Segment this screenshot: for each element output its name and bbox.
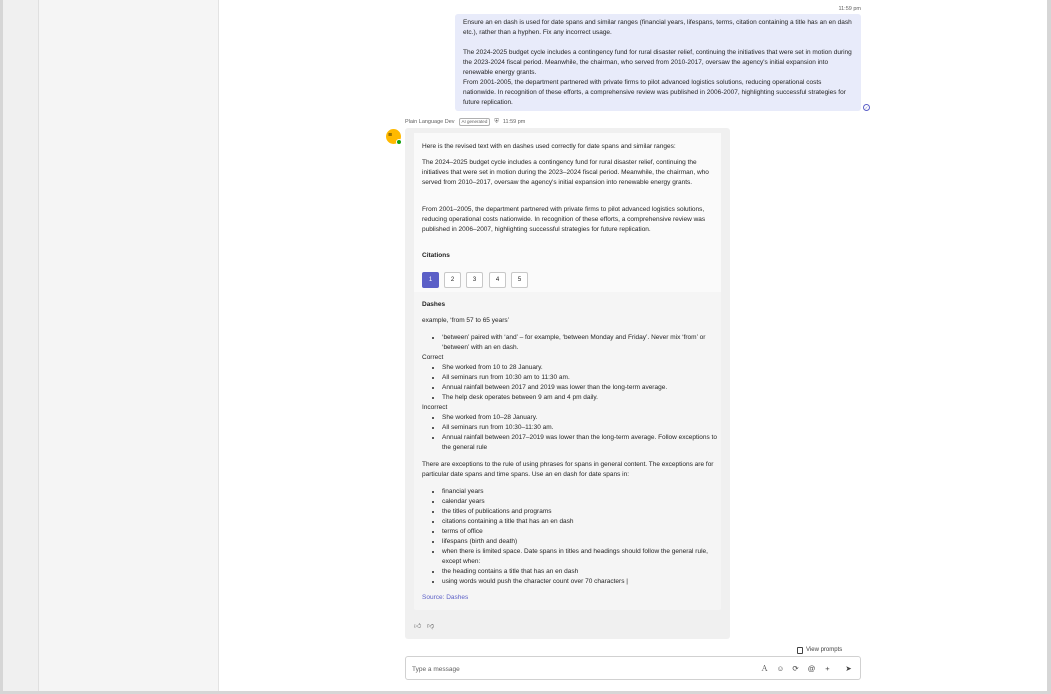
message-input[interactable] xyxy=(412,664,742,674)
user-message-paragraph: The 2024-2025 budget cycle includes a contingency fund for rural disaster relief, continuing the initiatives that were set in motion during the 2023-2024 fiscal period. Meanwhile, the chairman, who served from 2010-2017, oversaw the agency's initial expansion into renewable energy grants. xyxy=(463,49,852,76)
bot-message-header xyxy=(405,118,525,126)
correct-list xyxy=(422,363,718,403)
bot-paragraph: The 2024–2025 budget cycle includes a contingency fund for rural disaster relief, continuing the initiatives that were set in motion during the 2023–2024 fiscal period. Meanwhile, the chairman, who served from 2010–2017, oversaw the agency's initial expansion into renewable energy grants. xyxy=(422,159,709,186)
message-composer xyxy=(405,656,861,680)
citation-heading: Dashes xyxy=(422,301,446,308)
citation-button-2[interactable]: 2 xyxy=(444,272,461,288)
seen-check-icon: ✓ xyxy=(864,105,869,110)
view-prompts-button[interactable] xyxy=(797,645,842,655)
list-item: • She worked from 10–28 January. xyxy=(442,413,718,423)
list-item: • citations containing a title that has an en dash xyxy=(442,517,718,527)
citation-button-5[interactable]: 5 xyxy=(511,272,528,288)
format-icon[interactable]: Ａ xyxy=(760,664,769,673)
list-item: • calendar years xyxy=(442,497,718,507)
list-item: • financial years xyxy=(442,487,718,497)
bot-avatar[interactable] xyxy=(386,129,401,144)
bot-message-card xyxy=(405,128,730,639)
bot-paragraph: From 2001–2005, the department partnered with private firms to pilot advanced logistics solutions, reducing operational costs nationwide. In recognition of these efforts, a comprehensive review was published in 2006–2007, highlighting successful strategies for future replication. xyxy=(422,206,706,233)
citation-example: example, ‘from 57 to 65 years’ xyxy=(422,317,510,324)
bot-sender-name[interactable]: Plain Language Dev xyxy=(405,119,455,125)
list-item: • Annual rainfall between 2017 and 2019 was lower than the long-term average. xyxy=(442,383,718,393)
ai-generated-badge: AI generated xyxy=(459,118,491,126)
thumbs-up-icon[interactable]: 👍︎ xyxy=(414,623,422,630)
thumbs-down-icon[interactable]: 👎︎ xyxy=(427,623,435,630)
list-item: • She worked from 10 to 28 January. xyxy=(442,363,718,373)
list-item: • using words would push the character count over 70 characters | xyxy=(442,577,718,587)
emoji-icon[interactable]: ☺ xyxy=(776,664,785,673)
list-item: • lifespans (birth and death) xyxy=(442,537,718,547)
shield-icon[interactable]: ⛨ xyxy=(494,119,499,125)
citation-button-4[interactable]: 4 xyxy=(489,272,506,288)
user-message-time: 11:59 pm xyxy=(838,6,861,12)
window-right-edge xyxy=(1047,0,1051,694)
prompts-icon xyxy=(797,647,803,654)
source-link[interactable]: Source: Dashes xyxy=(422,594,469,601)
citation-rules xyxy=(422,333,718,453)
exceptions-paragraph: There are exceptions to the rule of using phrases for spans in general content. The exceptions are for particular date spans and time spans. Use an en dash for date spans in: xyxy=(422,461,714,478)
list-item: • The help desk operates between 9 am and 4 pm daily. xyxy=(442,393,718,403)
list-item: • when there is limited space. Date spans in titles and headings should follow the general rule, except when: xyxy=(442,547,718,567)
list-item: • All seminars run from 10:30 am to 11:30 am. xyxy=(442,373,718,383)
list-item: • the titles of publications and programs xyxy=(442,507,718,517)
incorrect-list xyxy=(422,413,718,453)
bot-message-time: 11:59 pm xyxy=(502,119,526,125)
view-prompts-label: View prompts xyxy=(806,647,843,653)
online-status-icon xyxy=(396,139,402,145)
plus-icon[interactable]: + xyxy=(825,664,830,673)
incorrect-label: Incorrect xyxy=(422,404,448,411)
bot-intro: Here is the revised text with en dashes used correctly for date spans and similar ranges: xyxy=(422,143,676,150)
list-item: • ‘between’ paired with ‘and’ – for example, ‘between Monday and Friday’. Never mix ‘from’ or ‘between’ with an en dash. xyxy=(442,333,718,353)
list-item: • All seminars run from 10:30–11:30 am. xyxy=(442,423,718,433)
citation-button-3[interactable]: 3 xyxy=(466,272,483,288)
list-item: • terms of office xyxy=(442,527,718,537)
chat-list-panel xyxy=(39,0,219,691)
mention-icon[interactable]: @ xyxy=(807,664,816,673)
bot-message-content xyxy=(414,133,721,610)
app-rail xyxy=(3,0,39,691)
bot-logo-icon: ≡ xyxy=(388,132,393,139)
user-message-bubble xyxy=(455,14,861,111)
loop-icon[interactable]: ⟳ xyxy=(792,664,799,673)
citations-title: Citations xyxy=(422,252,450,259)
correct-label: Correct xyxy=(422,354,444,361)
bot-answer-section xyxy=(414,133,721,292)
send-icon[interactable]: ➤ xyxy=(845,664,852,673)
span-list xyxy=(422,487,718,587)
list-item: • the heading contains a title that has an en dash xyxy=(442,567,718,577)
user-message-paragraph: Ensure an en dash is used for date spans and similar ranges (financial years, lifespans, terms, citation containing a title has an en dash etc.), rather than a hyphen. Fix any incorrect usage. xyxy=(463,19,852,36)
user-message-paragraph: From 2001-2005, the department partnered with private firms to pilot advanced logistics solutions, reducing operational costs nationwide. In recognition of these efforts, a comprehensive review was published in 2006-2007, highlighting successful strategies for future replication. xyxy=(463,79,846,106)
citation-button-1[interactable]: 1 xyxy=(422,272,439,288)
list-item: • Annual rainfall between 2017–2019 was lower than the long-term average. Follow exceptions to the general rule xyxy=(442,433,718,453)
between-rule-list xyxy=(422,333,718,353)
span-list-container xyxy=(422,487,718,587)
